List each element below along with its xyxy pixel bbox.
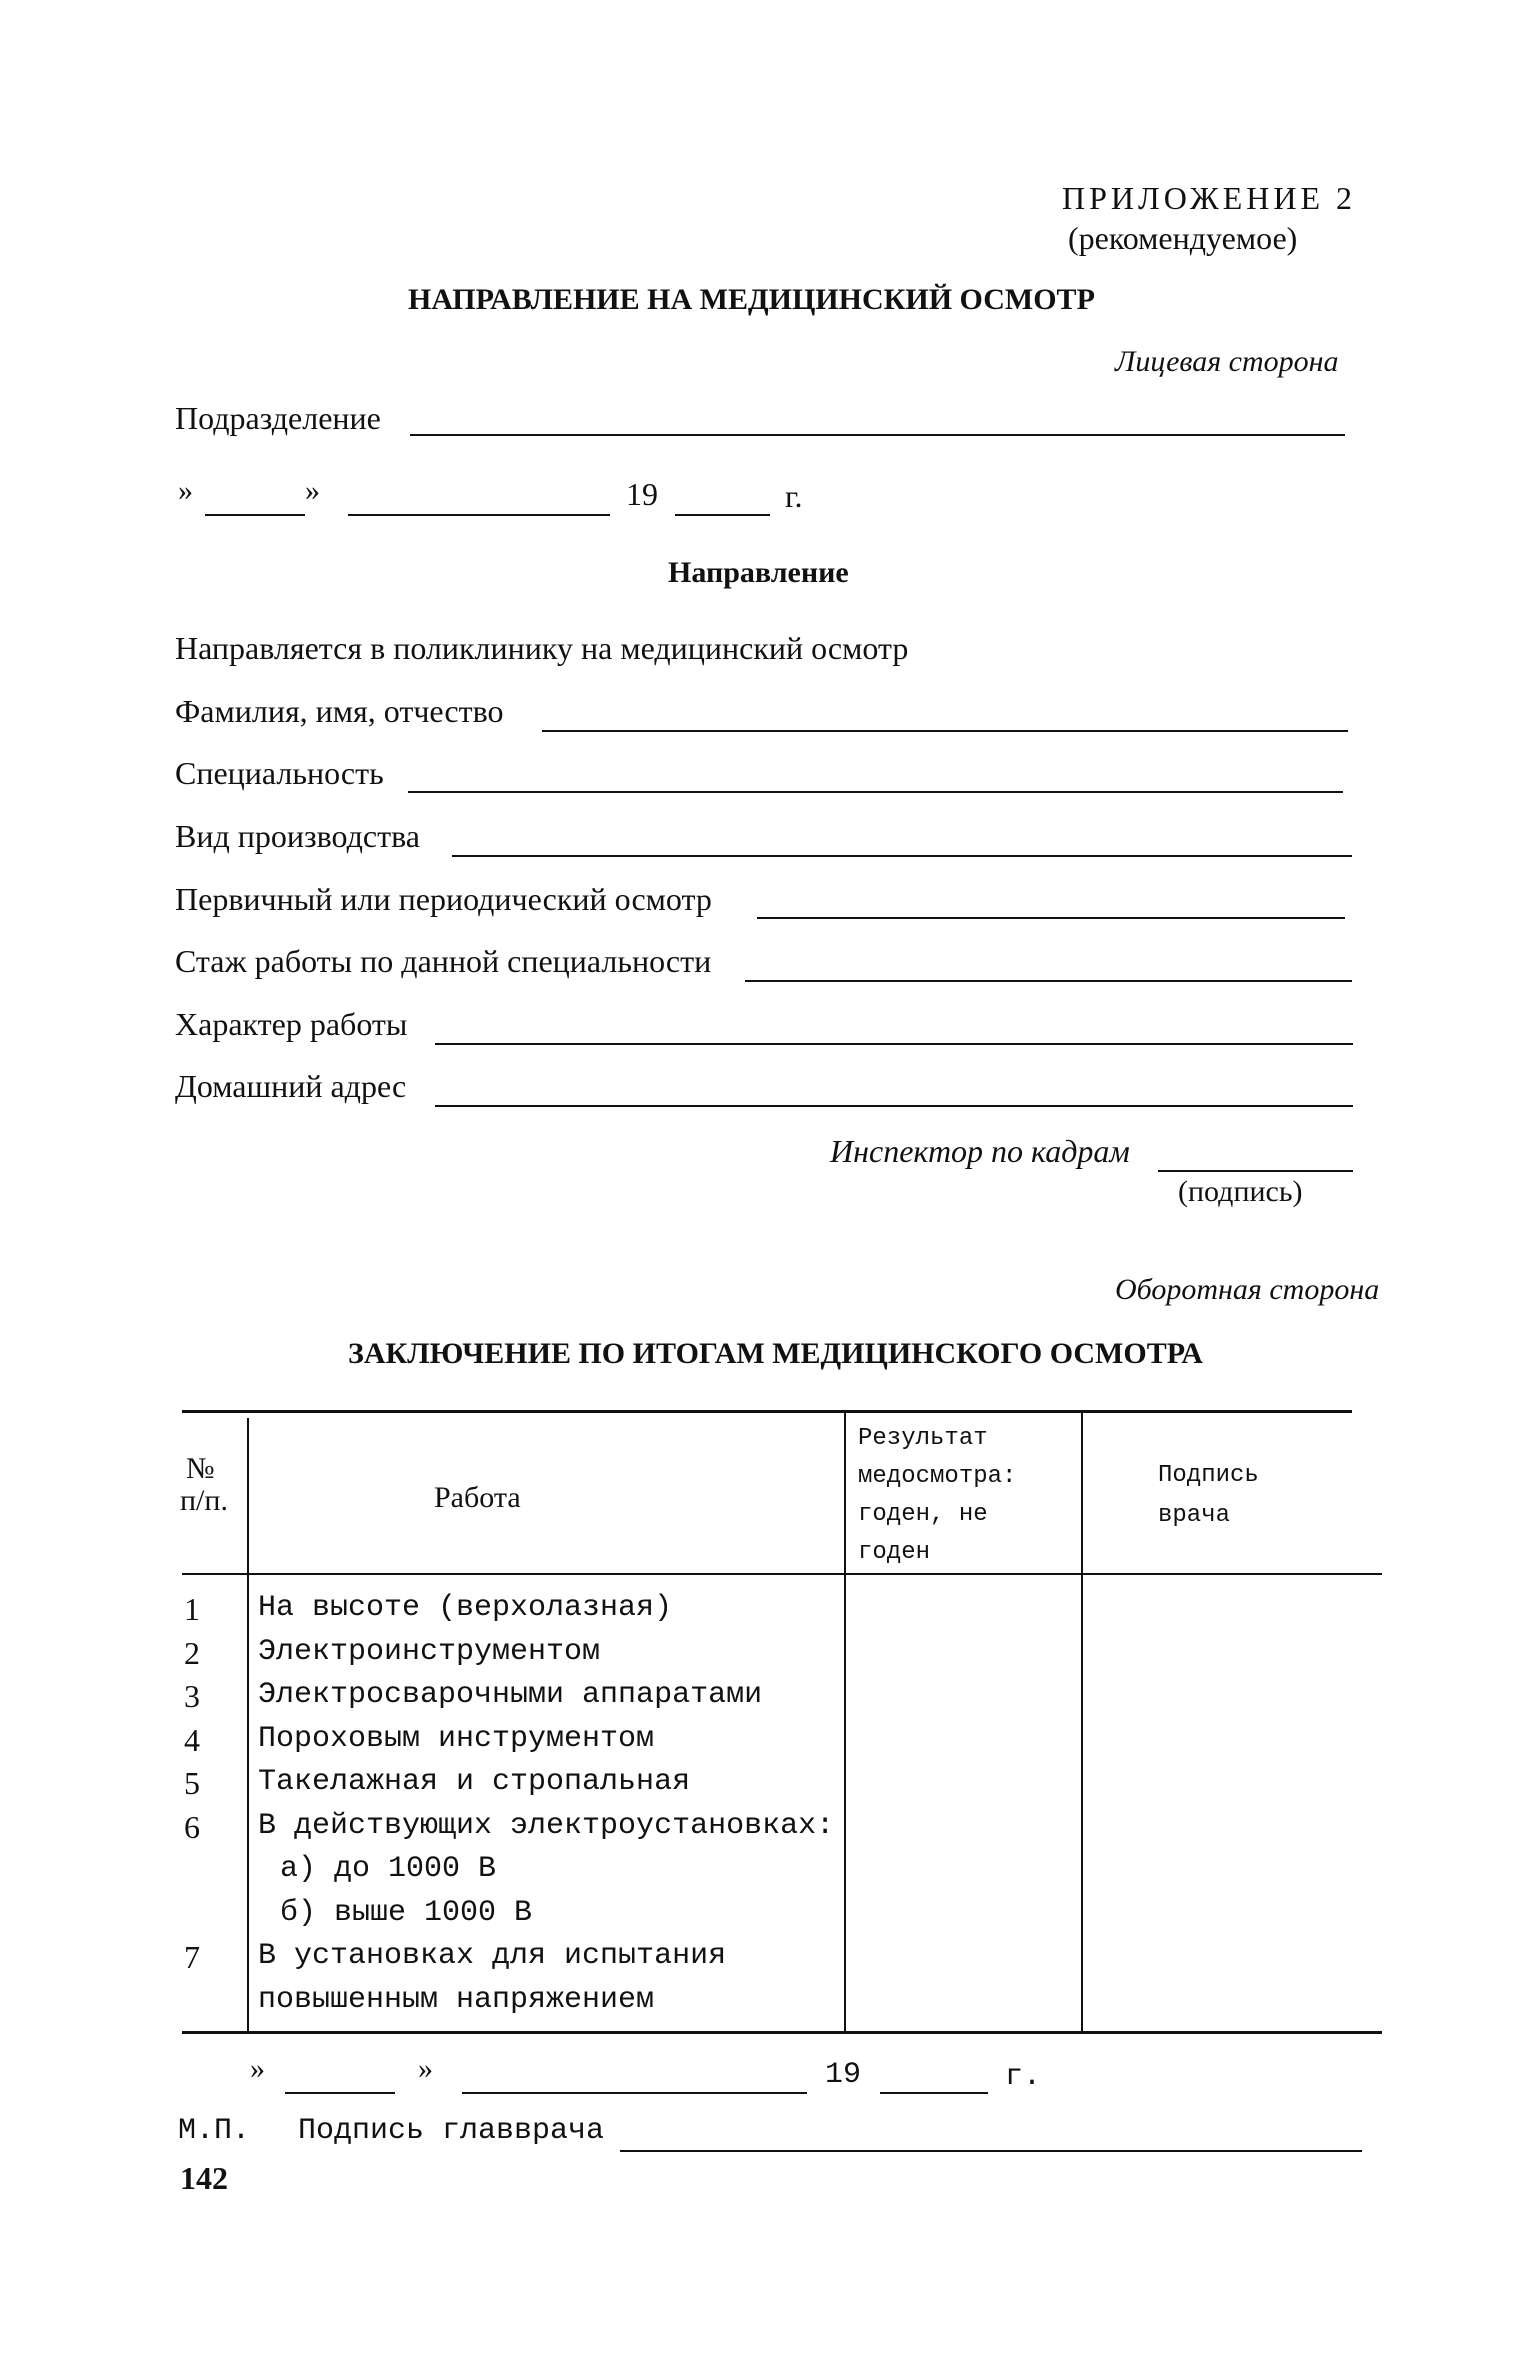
header-result-line: годен [858, 1539, 931, 1566]
year-suffix: г. [785, 478, 803, 514]
row-num: 7 [184, 1939, 200, 1975]
header-result-line: годен, не [858, 1501, 988, 1528]
row-num: 5 [184, 1765, 200, 1801]
field-label: Специальность [175, 755, 384, 791]
full-name-field[interactable] [542, 730, 1348, 732]
page-title: НАПРАВЛЕНИЕ НА МЕДИЦИНСКИЙ ОСМОТР [408, 283, 1095, 316]
year-suffix: г. [1005, 2060, 1042, 2094]
row-work: Такелажная и стропальная [258, 1765, 691, 1799]
day-field[interactable] [285, 2092, 395, 2094]
signature-caption: (подпись) [1178, 1175, 1303, 1208]
table-col-divider [844, 1413, 846, 2031]
specialty-field[interactable] [408, 791, 1343, 793]
inspector-signature-field[interactable] [1158, 1170, 1353, 1172]
day-field[interactable] [205, 514, 305, 516]
table-top-border [182, 1410, 1352, 1413]
production-type-field[interactable] [452, 855, 1352, 857]
header-result-line: Результат [858, 1425, 988, 1452]
home-address-field[interactable] [435, 1105, 1353, 1107]
field-label: Первичный или периодический осмотр [175, 881, 712, 917]
year-field[interactable] [675, 514, 770, 516]
table-header-border [182, 1573, 1382, 1575]
header-sign-line: врача [1158, 1502, 1231, 1529]
header-num: п/п. [180, 1484, 228, 1517]
intro-text: Направляется в поликлинику на медицинский осмотр [175, 630, 909, 666]
header-sign [1158, 1456, 1259, 1536]
row-work: Электросварочными аппаратами [258, 1678, 763, 1712]
header-work: Работа [434, 1481, 521, 1514]
row-num: 4 [184, 1721, 200, 1758]
exam-type-field[interactable] [757, 917, 1345, 919]
row-work: Пороховым инструментом [258, 1721, 655, 1756]
row-work: В действующих электроустановках: [258, 1808, 835, 1843]
field-label: Фамилия, имя, отчество [175, 693, 504, 729]
work-character-field[interactable] [435, 1043, 1353, 1045]
row-work: а) до 1000 В [280, 1852, 497, 1886]
conclusion-title: ЗАКЛЮЧЕНИЕ ПО ИТОГАМ МЕДИЦИНСКОГО ОСМОТРА [348, 1337, 1203, 1370]
row-num: 1 [184, 1591, 200, 1627]
back-side-label: Оборотная сторона [1115, 1273, 1380, 1306]
inspector-label: Инспектор по кадрам [830, 1133, 1130, 1169]
month-field[interactable] [462, 2092, 807, 2094]
field-label: Стаж работы по данной специальности [175, 943, 712, 979]
header-result [858, 1420, 1016, 1572]
year-field[interactable] [880, 2092, 988, 2094]
row-work: повышенным напряжением [258, 1982, 655, 2017]
row-work: На высоте (верхолазная) [258, 1591, 673, 1625]
field-label: Характер работы [175, 1006, 408, 1042]
date-close-quote: » [305, 474, 320, 507]
section-title: Направление [668, 556, 849, 589]
chief-signature-label: Подпись главврача [298, 2114, 605, 2148]
subdivision-field[interactable] [410, 434, 1345, 436]
row-num: 3 [184, 1678, 200, 1714]
row-work: б) выше 1000 В [280, 1895, 533, 1930]
field-label: Домашний адрес [175, 1068, 407, 1104]
date-century: 19 [825, 2058, 862, 2092]
table-bottom-border [182, 2031, 1382, 2034]
date-open-quote: » [250, 2052, 265, 2085]
recommended-label: (рекомендуемое) [1068, 220, 1298, 256]
header-sign-line: Подпись [1158, 1462, 1259, 1489]
row-work: В установках для испытания [258, 1939, 727, 1973]
front-side-label: Лицевая сторона [1115, 345, 1339, 378]
date-close-quote: » [418, 2052, 433, 2085]
appendix-label: ПРИЛОЖЕНИЕ 2 [1062, 180, 1357, 216]
chief-signature-field[interactable] [620, 2150, 1362, 2152]
subdivision-label: Подразделение [175, 400, 381, 436]
header-result-line: медосмотра: [858, 1463, 1017, 1490]
month-field[interactable] [348, 514, 610, 516]
date-century: 19 [626, 476, 658, 512]
row-num: 2 [184, 1634, 200, 1671]
table-col-divider [1081, 1413, 1083, 2031]
date-open-quote: » [178, 474, 193, 507]
header-num: № [186, 1452, 215, 1485]
field-label: Вид производства [175, 818, 420, 854]
row-work: Электроинструментом [258, 1634, 601, 1669]
row-num: 6 [184, 1808, 200, 1845]
table-col-divider [247, 1418, 249, 2031]
experience-field[interactable] [745, 980, 1352, 982]
stamp-label: М.П. [178, 2114, 251, 2148]
page-number: 142 [180, 2160, 228, 2196]
